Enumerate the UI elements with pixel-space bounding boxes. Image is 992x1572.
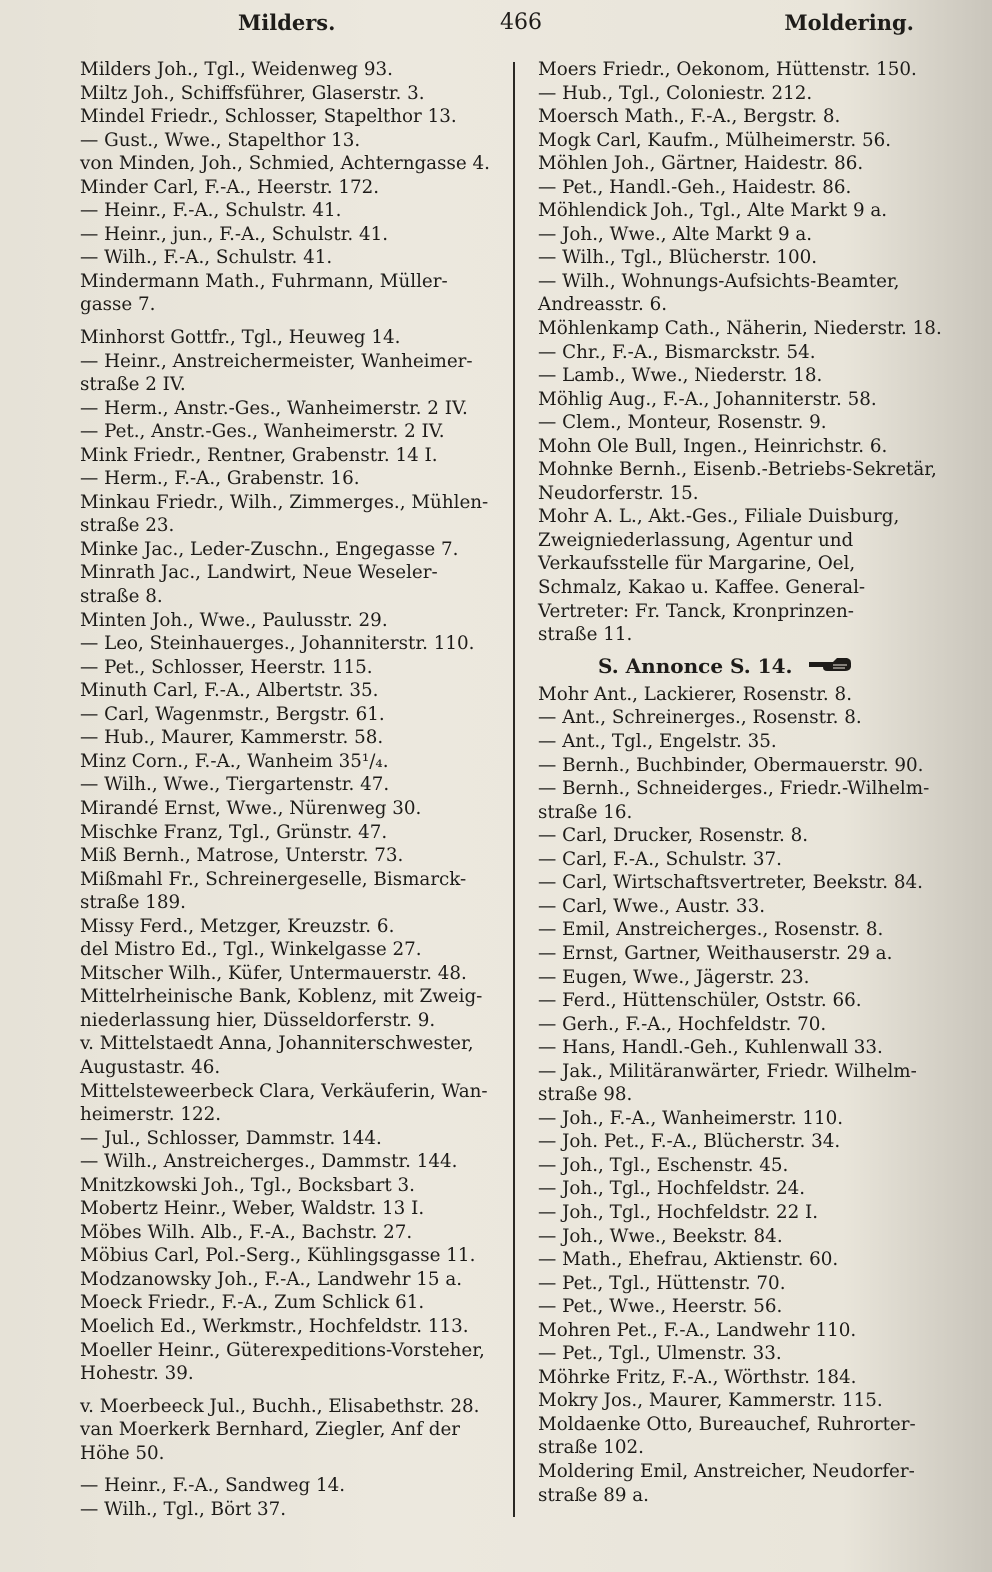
directory-entry: Neudorferstr. 15. [538, 482, 699, 504]
directory-entry: Mohr A. L., Akt.-Ges., Filiale Duisburg, [538, 506, 900, 528]
page-number: 466 [500, 10, 542, 35]
directory-entry: — Wilh., Wwe., Tiergartenstr. 47. [80, 774, 390, 796]
directory-entry: Zweigniederlassung, Agentur und [538, 529, 854, 551]
directory-entry: Miltz Joh., Schiffsführer, Glaserstr. 3. [80, 82, 425, 104]
directory-entry: Andreasstr. 6. [538, 294, 668, 316]
annonce-reference [598, 655, 964, 679]
directory-entry: Möbius Carl, Pol.-Serg., Kühlingsgasse 11. [80, 1245, 476, 1267]
directory-entry: Möhrke Fritz, F.-A., Wörthstr. 184. [538, 1366, 857, 1388]
directory-entry: — Joh., Tgl., Hochfeldstr. 24. [538, 1178, 806, 1200]
directory-entry: straße 102. [538, 1437, 644, 1459]
directory-entry: Moeller Heinr., Güterexpeditions-Vorsteher, [80, 1339, 485, 1361]
directory-entry: — Joh. Pet., F.-A., Blücherstr. 34. [538, 1131, 841, 1153]
directory-entry: — Heinr., Anstreichermeister, Wanheimer- [80, 350, 473, 372]
header-last-name: Moldering. [784, 10, 914, 35]
pointing-hand-icon [807, 655, 853, 679]
directory-entry: — Joh., F.-A., Wanheimerstr. 110. [538, 1107, 844, 1129]
directory-entry: Mitscher Wilh., Küfer, Untermauerstr. 48. [80, 962, 467, 984]
directory-entry: Möhlenkamp Cath., Näherin, Niederstr. 18. [538, 318, 942, 340]
directory-entry: Moeck Friedr., F.-A., Zum Schlick 61. [80, 1292, 425, 1314]
directory-entry: — Carl, Wagenmstr., Bergstr. 61. [80, 703, 385, 725]
directory-entry: — Pet., Anstr.-Ges., Wanheimerstr. 2 IV. [80, 421, 445, 443]
directory-entry: — Math., Ehefrau, Aktienstr. 60. [538, 1249, 839, 1271]
directory-entry: — Wilh., Anstreicherges., Dammstr. 144. [80, 1151, 458, 1173]
directory-entry: Mißmahl Fr., Schreinergeselle, Bismarck- [80, 868, 467, 890]
directory-entry: Möhlig Aug., F.-A., Johanniterstr. 58. [538, 388, 877, 410]
directory-entry: straße 11. [538, 624, 633, 646]
directory-entry: — Joh., Wwe., Beekstr. 84. [538, 1225, 783, 1247]
directory-entry: niederlassung hier, Düsseldorferstr. 9. [80, 1009, 436, 1031]
directory-entry: v. Moerbeeck Jul., Buchh., Elisabethstr. 28. [80, 1395, 480, 1417]
directory-entry: Mohnke Bernh., Eisenb.-Betriebs-Sekretär, [538, 459, 937, 481]
directory-entry: v. Mittelstaedt Anna, Johanniterschwester, [80, 1033, 474, 1055]
directory-entry: — Emil, Anstreicherges., Rosenstr. 8. [538, 919, 884, 941]
directory-entry: Minkau Friedr., Wilh., Zimmerges., Mühlen- [80, 491, 489, 513]
directory-entry: Minrath Jac., Landwirt, Neue Weseler- [80, 562, 438, 584]
directory-entry: — Joh., Tgl., Eschenstr. 45. [538, 1154, 789, 1176]
directory-entry: Mobertz Heinr., Weber, Waldstr. 13 I. [80, 1198, 425, 1220]
directory-entry: — Jul., Schlosser, Dammstr. 144. [80, 1127, 382, 1149]
directory-entry: straße 16. [538, 801, 633, 823]
directory-entry: Moelich Ed., Werkmstr., Hochfeldstr. 113. [80, 1315, 469, 1337]
directory-entry: von Minden, Joh., Schmied, Achterngasse 4. [80, 153, 490, 175]
directory-entry: — Hub., Maurer, Kammerstr. 58. [80, 727, 384, 749]
directory-entry: — Eugen, Wwe., Jägerstr. 23. [538, 966, 810, 988]
directory-entry: — Wilh., F.-A., Schulstr. 41. [80, 247, 333, 269]
directory-entry: straße 8. [80, 586, 163, 608]
directory-entry: — Gust., Wwe., Stapelthor 13. [80, 129, 361, 151]
directory-entry: — Ant., Schreinerges., Rosenstr. 8. [538, 707, 862, 729]
directory-entry: Moldaenke Otto, Bureauchef, Ruhrorter- [538, 1413, 916, 1435]
directory-entry: — Bernh., Buchbinder, Obermauerstr. 90. [538, 754, 924, 776]
directory-entry: — Wilh., Wohnungs-Aufsichts-Beamter, [538, 270, 900, 292]
directory-entry: — Carl, Drucker, Rosenstr. 8. [538, 825, 809, 847]
directory-entry: Missy Ferd., Metzger, Kreuzstr. 6. [80, 915, 395, 937]
directory-entry: Höhe 50. [80, 1442, 165, 1464]
directory-entry: Miß Bernh., Matrose, Unterstr. 73. [80, 845, 404, 867]
directory-entry: Minuth Carl, F.-A., Albertstr. 35. [80, 680, 379, 702]
directory-entry: Hohestr. 39. [80, 1363, 194, 1385]
directory-entry: Minten Joh., Wwe., Paulusstr. 29. [80, 609, 388, 631]
directory-entry: — Pet., Schlosser, Heerstr. 115. [80, 656, 373, 678]
directory-entry: — Hub., Tgl., Coloniestr. 212. [538, 82, 813, 104]
directory-entry: Mohr Ant., Lackierer, Rosenstr. 8. [538, 683, 853, 705]
directory-entry: straße 23. [80, 515, 175, 537]
directory-entry: — Ernst, Gartner, Weithauserstr. 29 a. [538, 942, 893, 964]
annonce-text: S. Annonce S. 14. [598, 653, 793, 678]
directory-entry: Möhlen Joh., Gärtner, Haidestr. 86. [538, 153, 864, 175]
directory-entry: — Joh., Wwe., Alte Markt 9 a. [538, 223, 813, 245]
directory-entry: — Lamb., Wwe., Niederstr. 18. [538, 365, 823, 387]
page-header [80, 10, 950, 40]
directory-entry: Moers Friedr., Oekonom, Hüttenstr. 150. [538, 59, 917, 80]
directory-entry: — Herm., F.-A., Grabenstr. 16. [80, 468, 360, 490]
directory-entry: — Joh., Tgl., Hochfeldstr. 22 I. [538, 1201, 819, 1223]
directory-entry: — Pet., Tgl., Hüttenstr. 70. [538, 1272, 786, 1294]
directory-entry: — Herm., Anstr.-Ges., Wanheimerstr. 2 IV. [80, 397, 468, 419]
directory-entry: straße 98. [538, 1084, 633, 1106]
directory-entry: Minz Corn., F.-A., Wanheim 35¹/₄. [80, 750, 389, 772]
directory-entry: Mindel Friedr., Schlosser, Stapelthor 13. [80, 106, 457, 128]
directory-entry: Minke Jac., Leder-Zuschn., Engegasse 7. [80, 538, 459, 560]
directory-entry: del Mistro Ed., Tgl., Winkelgasse 27. [80, 939, 422, 961]
right-column [538, 58, 964, 1507]
directory-entry: Mohren Pet., F.-A., Landwehr 110. [538, 1319, 857, 1341]
directory-entry: Moersch Math., F.-A., Bergstr. 8. [538, 106, 841, 128]
directory-entry: — Ferd., Hüttenschüler, Oststr. 66. [538, 990, 862, 1012]
directory-entry: Verkaufsstelle für Margarine, Oel, [538, 553, 856, 575]
directory-entry: Mokry Jos., Maurer, Kammerstr. 115. [538, 1390, 883, 1412]
directory-entry: Augustastr. 46. [80, 1056, 221, 1078]
directory-entry: — Heinr., F.-A., Schulstr. 41. [80, 200, 342, 222]
directory-entry: Mink Friedr., Rentner, Grabenstr. 14 I. [80, 444, 438, 466]
directory-entry: Vertreter: Fr. Tanck, Kronprinzen- [538, 600, 854, 622]
directory-entry: Mirandé Ernst, Wwe., Nürenweg 30. [80, 797, 422, 819]
directory-entry: Möhlendick Joh., Tgl., Alte Markt 9 a. [538, 200, 888, 222]
directory-entry: Minder Carl, F.-A., Heerstr. 172. [80, 176, 380, 198]
directory-entry: Mittelsteweerbeck Clara, Verkäuferin, Wan- [80, 1080, 488, 1102]
left-column [80, 58, 500, 1521]
directory-entry: van Moerkerk Bernhard, Ziegler, Anf der [80, 1419, 461, 1441]
directory-entry: — Carl, F.-A., Schulstr. 37. [538, 848, 782, 870]
directory-entry: — Wilh., Tgl., Blücherstr. 100. [538, 247, 818, 269]
directory-entry: — Heinr., F.-A., Sandweg 14. [80, 1475, 346, 1497]
directory-entry: Mogk Carl, Kaufm., Mülheimerstr. 56. [538, 129, 892, 151]
directory-entry: — Bernh., Schneiderges., Friedr.-Wilhelm- [538, 778, 930, 800]
directory-entry: Modzanowsky Joh., F.-A., Landwehr 15 a. [80, 1268, 463, 1290]
directory-entry: Möbes Wilh. Alb., F.-A., Bachstr. 27. [80, 1221, 413, 1243]
directory-entry: — Hans, Handl.-Geh., Kuhlenwall 33. [538, 1037, 883, 1059]
directory-entry: — Gerh., F.-A., Hochfeldstr. 70. [538, 1013, 827, 1035]
directory-entry: — Pet., Handl.-Geh., Haidestr. 86. [538, 176, 852, 198]
directory-entry: — Jak., Militäranwärter, Friedr. Wilhelm- [538, 1060, 917, 1082]
directory-entry: — Leo, Steinhauerges., Johanniterstr. 110. [80, 633, 475, 655]
directory-entry: — Chr., F.-A., Bismarckstr. 54. [538, 341, 816, 363]
directory-entry: Minhorst Gottfr., Tgl., Heuweg 14. [80, 327, 401, 349]
directory-entry: Moldering Emil, Anstreicher, Neudorfer- [538, 1460, 915, 1482]
directory-entry: — Pet., Tgl., Ulmenstr. 33. [538, 1343, 782, 1365]
directory-entry: heimerstr. 122. [80, 1104, 222, 1126]
directory-entry: Mittelrheinische Bank, Koblenz, mit Zweig- [80, 986, 483, 1008]
directory-entry: Milders Joh., Tgl., Weidenweg 93. [80, 59, 393, 80]
header-first-name: Milders. [238, 10, 336, 35]
directory-entry: — Carl, Wirtschaftsvertreter, Beekstr. 84. [538, 872, 923, 894]
directory-entry: — Heinr., jun., F.-A., Schulstr. 41. [80, 223, 389, 245]
right-column-top [538, 58, 964, 647]
right-column-bottom [538, 683, 964, 1507]
directory-entry: Mnitzkowski Joh., Tgl., Bocksbart 3. [80, 1174, 415, 1196]
directory-entry: straße 189. [80, 892, 186, 914]
directory-entry: — Pet., Wwe., Heerstr. 56. [538, 1296, 783, 1318]
directory-entry: Mohn Ole Bull, Ingen., Heinrichstr. 6. [538, 435, 888, 457]
directory-entry: Schmalz, Kakao u. Kaffee. General- [538, 577, 866, 599]
directory-entry: — Carl, Wwe., Austr. 33. [538, 895, 766, 917]
directory-entry: gasse 7. [80, 294, 156, 316]
directory-entry: — Clem., Monteur, Rosenstr. 9. [538, 412, 827, 434]
directory-entry: Mischke Franz, Tgl., Grünstr. 47. [80, 821, 388, 843]
column-divider [513, 62, 515, 1517]
directory-entry: straße 2 IV. [80, 374, 186, 396]
directory-entry: straße 89 a. [538, 1484, 649, 1506]
directory-entry: — Wilh., Tgl., Bört 37. [80, 1498, 287, 1520]
directory-entry: Mindermann Math., Fuhrmann, Müller- [80, 270, 448, 292]
directory-entry: — Ant., Tgl., Engelstr. 35. [538, 731, 777, 753]
